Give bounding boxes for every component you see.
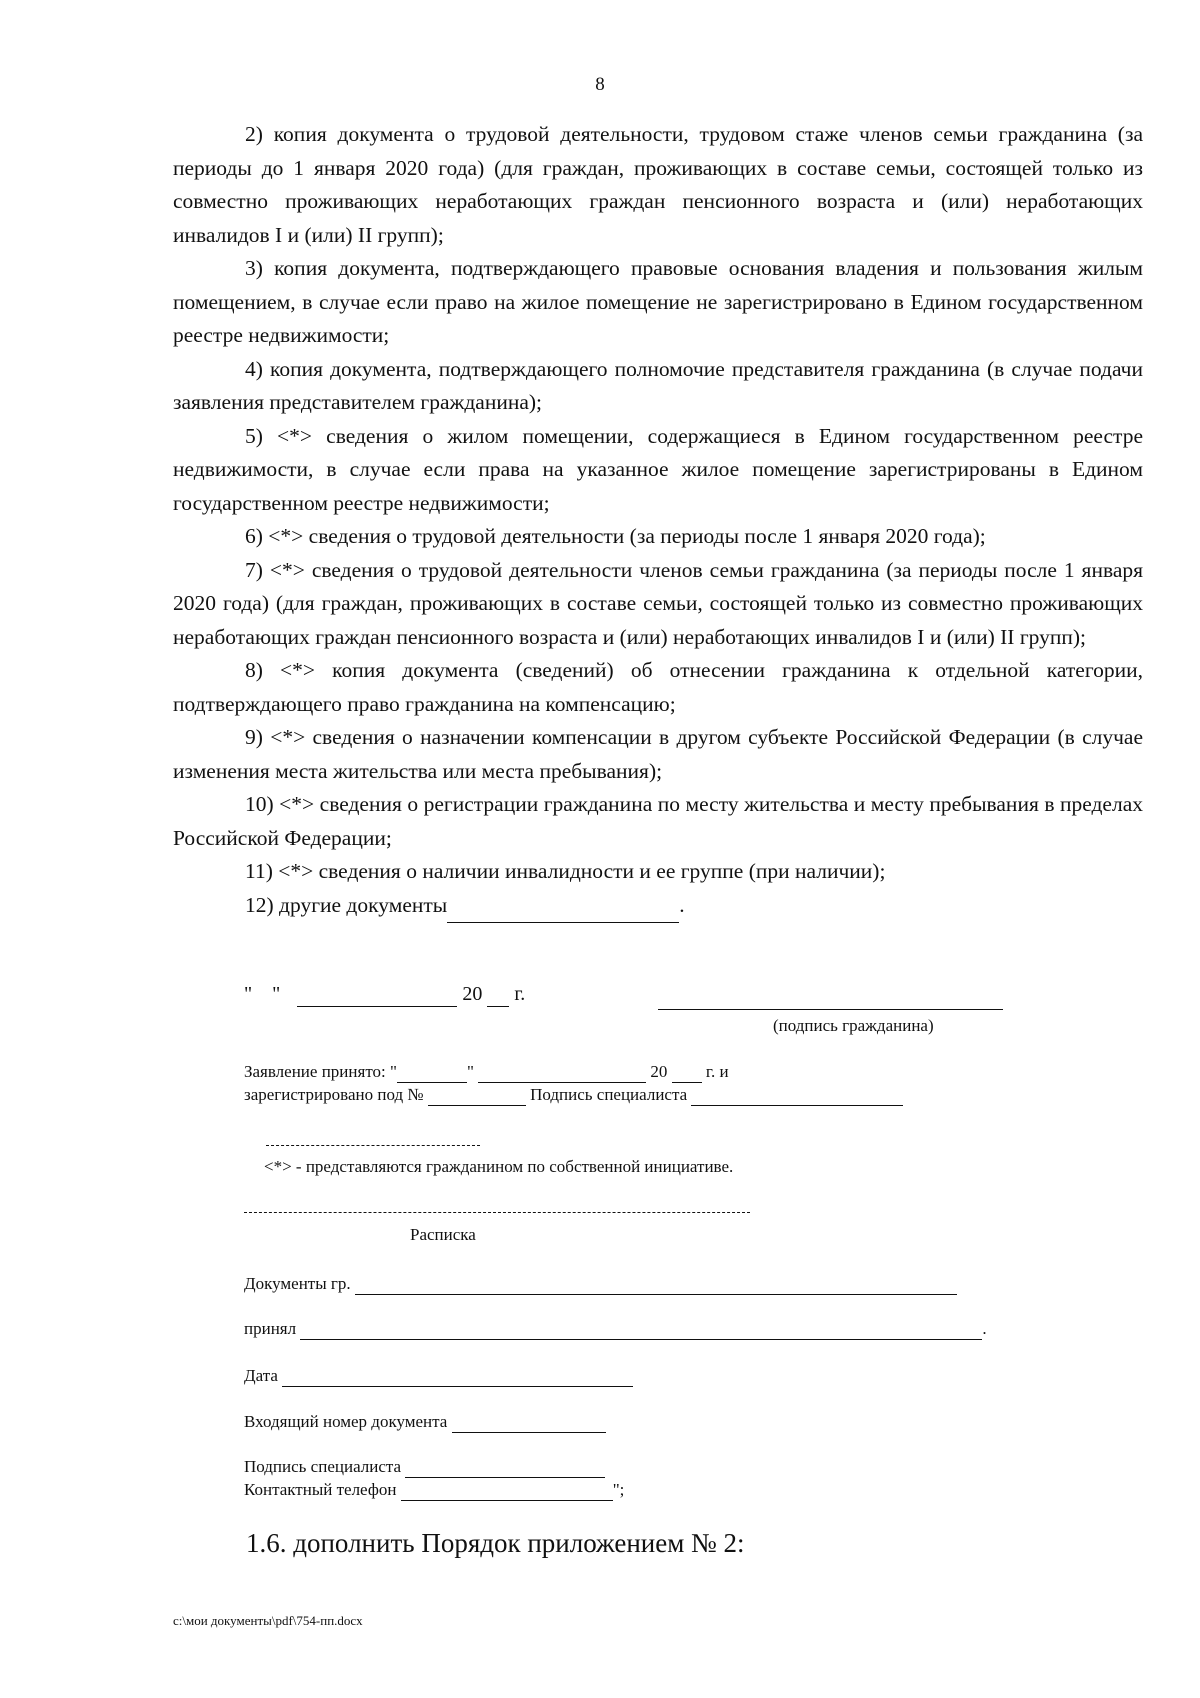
accepted-year-field[interactable] [672, 1062, 702, 1083]
amendment-heading: 1.6. дополнить Порядок приложением № 2: [246, 1528, 745, 1558]
registered-row [244, 1085, 903, 1106]
receipt-docs-field[interactable] [355, 1274, 957, 1295]
page-number: 8 [595, 74, 605, 95]
receipt-phone-field[interactable] [401, 1480, 613, 1501]
receipt-date-row [244, 1366, 633, 1387]
list-item: 6) <*> сведения о трудовой деятельности (за периоды после 1 января 2020 года); [245, 524, 986, 548]
other-documents-item: 12) другие документы . [173, 889, 1143, 924]
registered-number-field[interactable] [428, 1085, 526, 1106]
list-item: 7) <*> сведения о трудовой деятельности членов семьи гражданина (за периоды после 1 января 2020 года) (для граждан, проживающих в составе семьи, состоящей только из совместно проживающих неработающих граждан пенсионного возраста и (или) неработающих инвалидов I и (или) II групп); [173, 557, 1143, 649]
footnote: <*> - представляются гражданином по собственной инициативе. [264, 1157, 734, 1176]
receipt-accepted-label: принял [244, 1319, 297, 1338]
accepted-year-suffix: г. и [705, 1062, 729, 1081]
list-item: 3) копия документа, подтверждающего правовые основания владения и пользования жилым помещением, в случае если право на жилое помещение не зарегистрировано в Едином государственном реестре недвижимости; [173, 256, 1143, 347]
list-item: 8) <*> копия документа (сведений) об отнесении гражданина к отдельной категории, подтверждающего право гражданина на компенсацию; [173, 658, 1143, 716]
list-item: 2) копия документа о трудовой деятельности, трудовом стаже членов семьи гражданина (за периоды до 1 января 2020 года) (для граждан, проживающих в составе семьи, состоящей только из совместно проживающих неработающих граждан пенсионного возраста и (или) неработающих инвалидов I и (или) II групп); [173, 122, 1143, 247]
list-item: 5) <*> сведения о жилом помещении, содержащиеся в Едином государственном реестре недвижимости, в случае если права на указанное жилое помещение зарегистрированы в Едином государственном реестре недвижимости; [173, 423, 1143, 515]
receipt-docs-row [244, 1274, 957, 1295]
accepted-row [244, 1062, 729, 1083]
receipt-phone-label: Контактный телефон [244, 1480, 397, 1499]
receipt-signature-field[interactable] [405, 1457, 605, 1478]
citizen-signature-caption: (подпись гражданина) [773, 1016, 934, 1035]
date-month-field[interactable] [297, 983, 457, 1007]
receipt-signature-row [244, 1457, 605, 1478]
receipt-phone-row [244, 1480, 624, 1501]
receipt-date-label: Дата [244, 1366, 278, 1385]
date-row [244, 983, 525, 1007]
receipt-accepted-row: принял . [244, 1319, 987, 1338]
date-year-suffix: г. [514, 983, 526, 1005]
receipt-phone-end: "; [612, 1480, 625, 1499]
list-item: 11) <*> сведения о наличии инвалидности и ее группе (при наличии); [245, 859, 886, 883]
accepted-month-field[interactable] [478, 1062, 646, 1083]
accepted-day-field[interactable] [397, 1062, 467, 1083]
receipt-incoming-row [244, 1412, 606, 1433]
receipt-incoming-field[interactable] [452, 1412, 606, 1433]
receipt-date-field[interactable] [282, 1366, 633, 1387]
accepted-label: Заявление принято: " [244, 1062, 397, 1081]
specialist-signature-field[interactable] [691, 1085, 903, 1106]
other-documents-label: 12) другие документы [245, 892, 448, 917]
list-item: 4) копия документа, подтверждающего полномочие представителя гражданина (в случае подачи заявления представителем гражданина); [173, 356, 1143, 414]
receipt-docs-label: Документы гр. [244, 1274, 351, 1293]
receipt-signature-label: Подпись специалиста [244, 1457, 402, 1476]
date-year-field[interactable] [487, 983, 509, 1007]
receipt-title: Расписка [410, 1225, 476, 1244]
list-item: 9) <*> сведения о назначении компенсации в другом субъекте Российской Федерации (в случае изменения места жительства или места пребывания); [173, 725, 1143, 783]
specialist-signature-label: Подпись специалиста [530, 1085, 688, 1104]
receipt-cut-line [244, 1212, 750, 1213]
receipt-accepted-field[interactable] [300, 1319, 982, 1340]
footer-file-path: c:\мои документы\pdf\754-пп.docx [173, 1613, 363, 1628]
receipt-incoming-label: Входящий номер документа [244, 1412, 448, 1431]
registered-label: зарегистрировано под № [244, 1085, 424, 1104]
accepted-year-prefix: 20 [650, 1062, 668, 1081]
date-year-prefix: 20 [462, 983, 483, 1005]
date-day-quotes: " " [244, 983, 281, 1005]
accepted-quote-close: " [466, 1062, 474, 1081]
footnote-divider [266, 1145, 480, 1146]
list-item: 10) <*> сведения о регистрации гражданина по месту жительства и месту пребывания в пределах Российской Федерации; [173, 792, 1143, 850]
citizen-signature-field[interactable] [658, 1009, 1003, 1010]
